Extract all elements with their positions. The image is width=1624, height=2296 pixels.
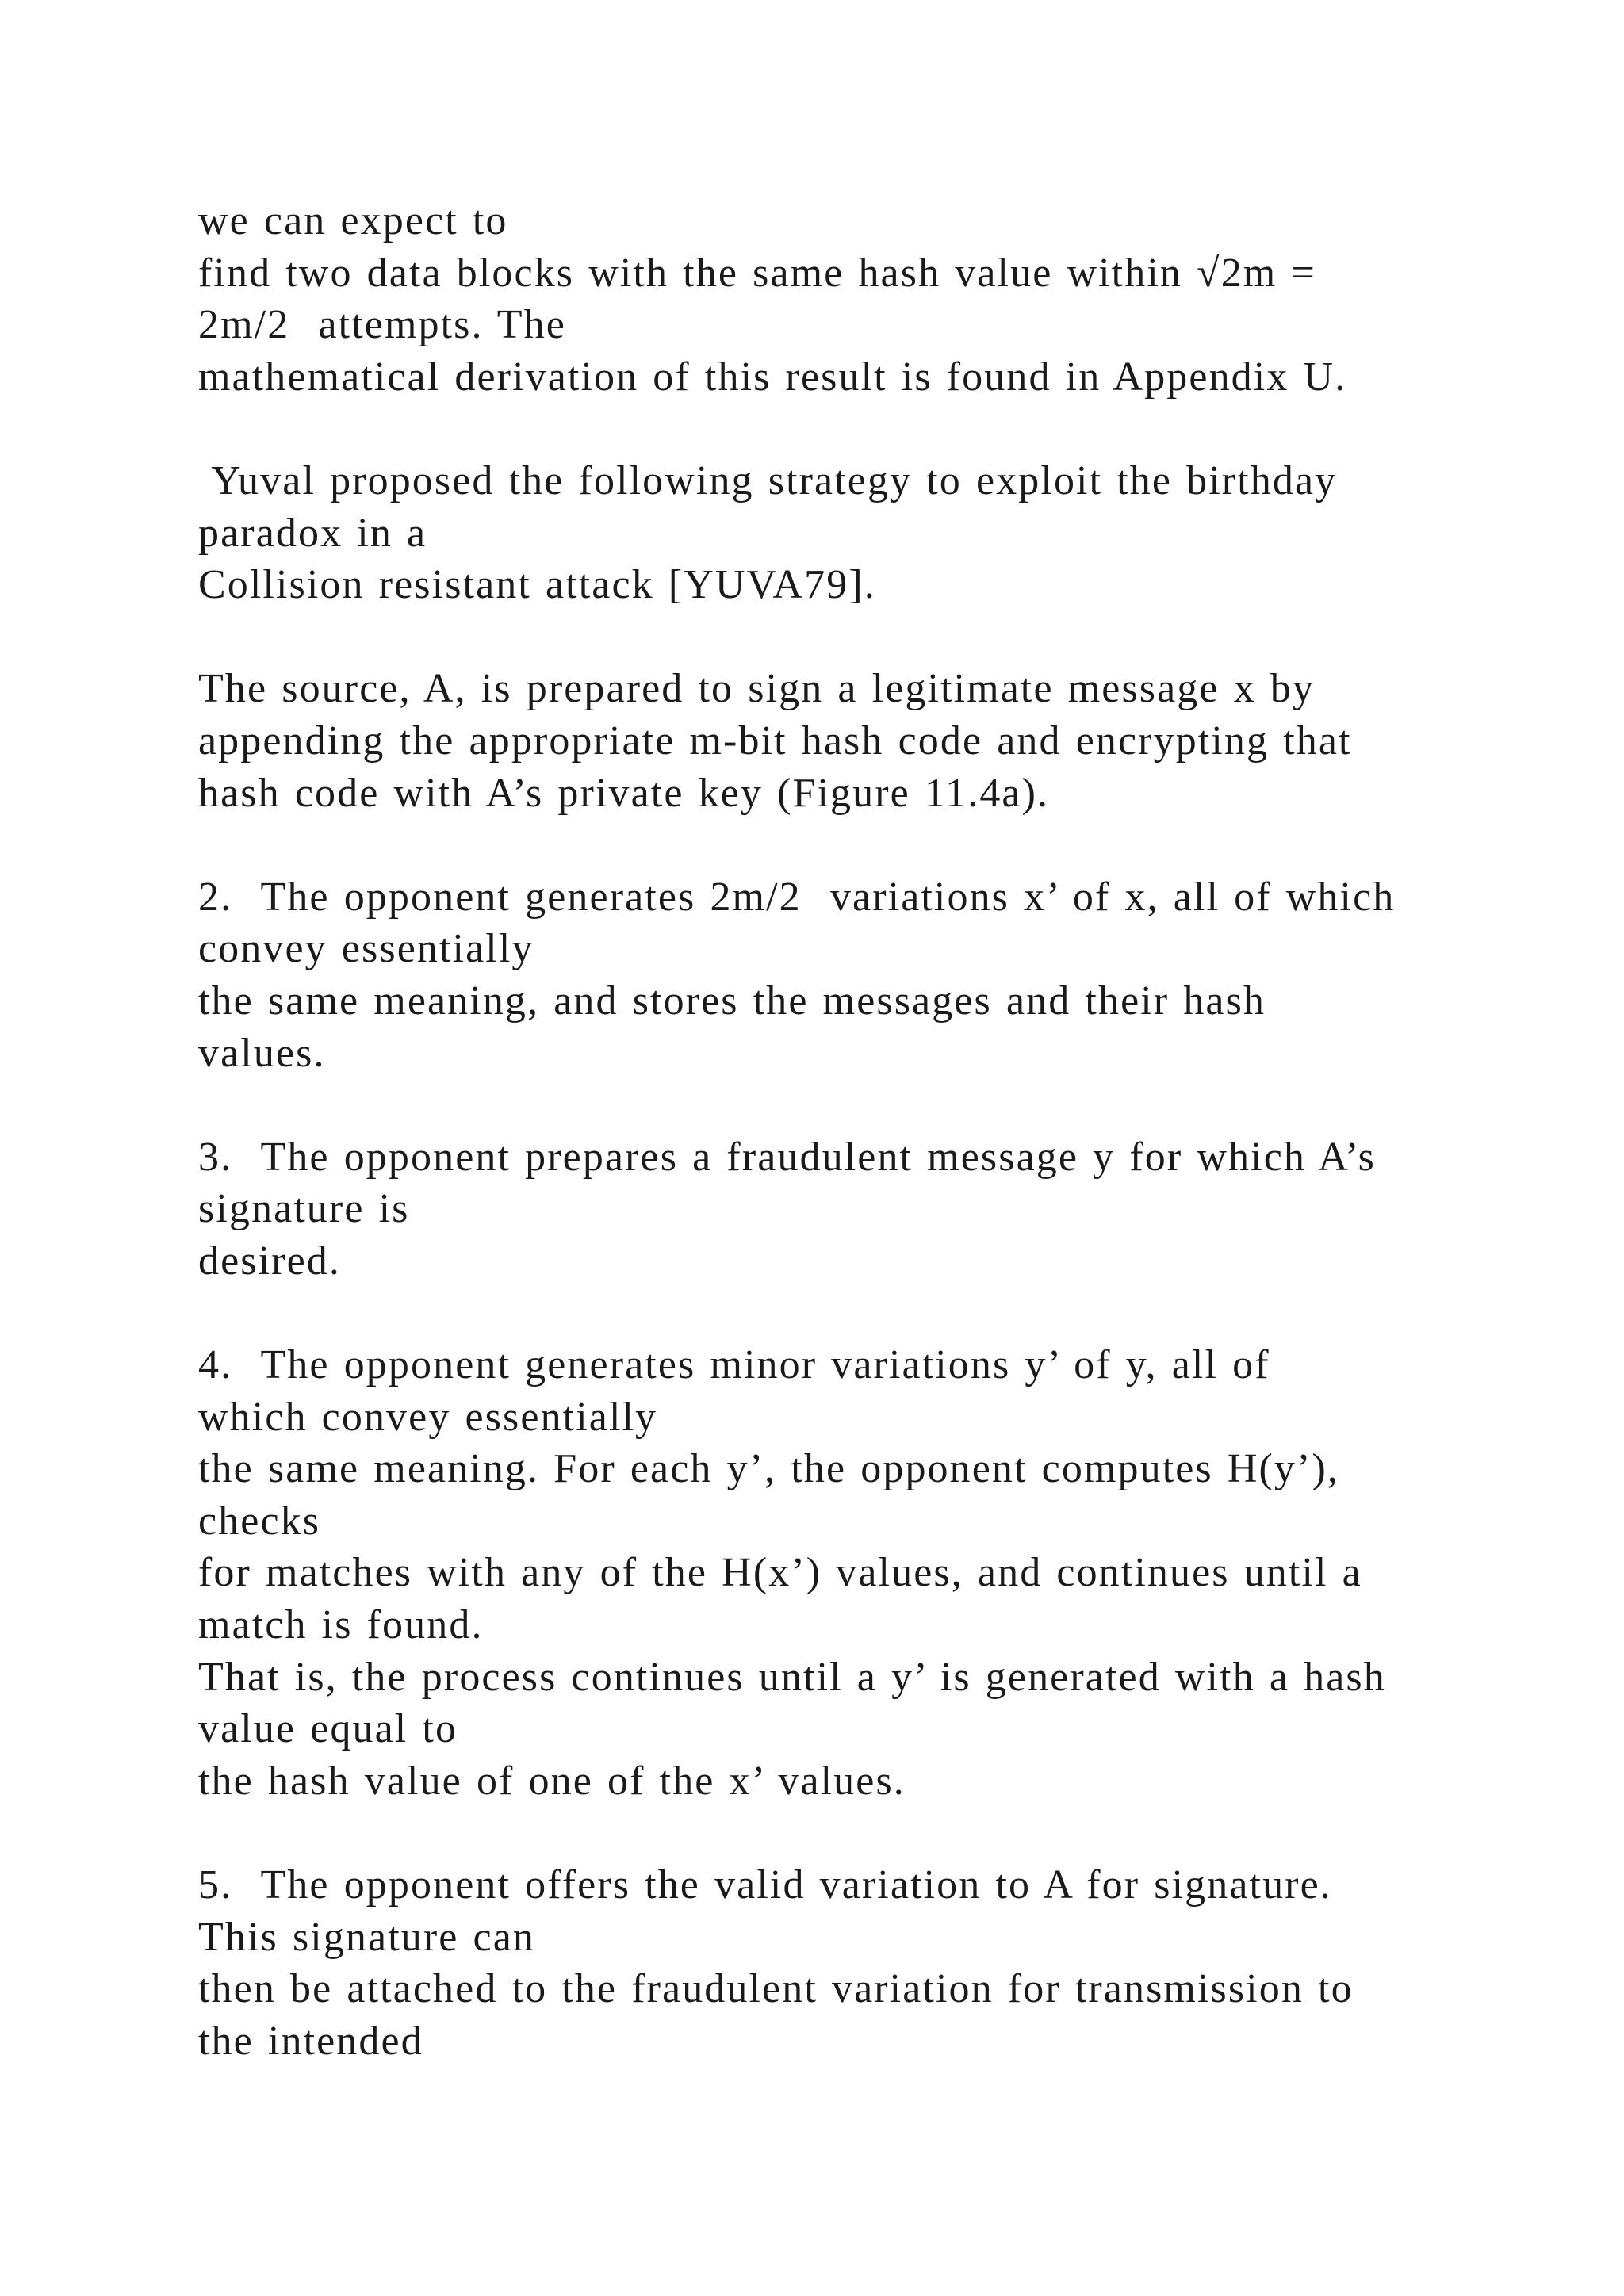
text-line: That is, the process continues until a y’ is generated with a hash — [198, 1654, 1386, 1700]
text-line: Yuval proposed the following strategy to exploit the birthday — [198, 457, 1338, 503]
blank-line — [198, 819, 1562, 871]
blank-line — [198, 611, 1562, 664]
text-line: 5. The opponent offers the valid variation to A for signature. — [198, 1862, 1332, 1908]
text-line: which convey essentially — [198, 1394, 658, 1440]
text-line: signature is — [198, 1186, 410, 1232]
text-line: for matches with any of the H(x’) values, and continues until a — [198, 1550, 1362, 1596]
text-line: hash code with A’s private key (Figure 11.4a). — [198, 770, 1050, 816]
text-line: the hash value of one of the x’ values. — [198, 1758, 906, 1804]
text-line: we can expect to — [198, 198, 508, 243]
text-line: Collision resistant attack [YUVA79]. — [198, 562, 876, 608]
text-line: mathematical derivation of this result is found in Appendix U. — [198, 354, 1347, 400]
text-line: 4. The opponent generates minor variations y’ of y, all of — [198, 1342, 1270, 1388]
text-line: checks — [198, 1498, 321, 1544]
text-line: convey essentially — [198, 926, 534, 972]
text-line: 3. The opponent prepares a fraudulent message y for which A’s — [198, 1134, 1376, 1180]
text-line: values. — [198, 1030, 326, 1076]
text-line: appending the appropriate m-bit hash code and encrypting that — [198, 718, 1352, 763]
blank-line — [198, 1287, 1562, 1339]
text-line: the same meaning, and stores the messages and their hash — [198, 978, 1266, 1024]
text-line: 2. The opponent generates 2m/2 variations x’ of x, all of which — [198, 874, 1396, 920]
text-line: find two data blocks with the same hash value within √2m = — [198, 250, 1316, 296]
blank-line — [198, 1079, 1562, 1131]
body-text — [198, 195, 1562, 2067]
text-line: the same meaning. For each y’, the opponent computes H(y’), — [198, 1446, 1339, 1492]
blank-line — [198, 1807, 1562, 1859]
text-line: then be attached to the fraudulent variation for transmission to — [198, 1966, 1354, 2012]
text-line: The source, A, is prepared to sign a legitimate message x by — [198, 666, 1316, 712]
text-line: desired. — [198, 1238, 341, 1284]
blank-line — [198, 403, 1562, 455]
text-line: 2m/2 attempts. The — [198, 302, 566, 348]
text-line: paradox in a — [198, 510, 427, 556]
text-line: the intended — [198, 2018, 423, 2064]
text-line: This signature can — [198, 1914, 536, 1960]
text-line: match is found. — [198, 1602, 484, 1648]
text-line: value equal to — [198, 1706, 458, 1752]
